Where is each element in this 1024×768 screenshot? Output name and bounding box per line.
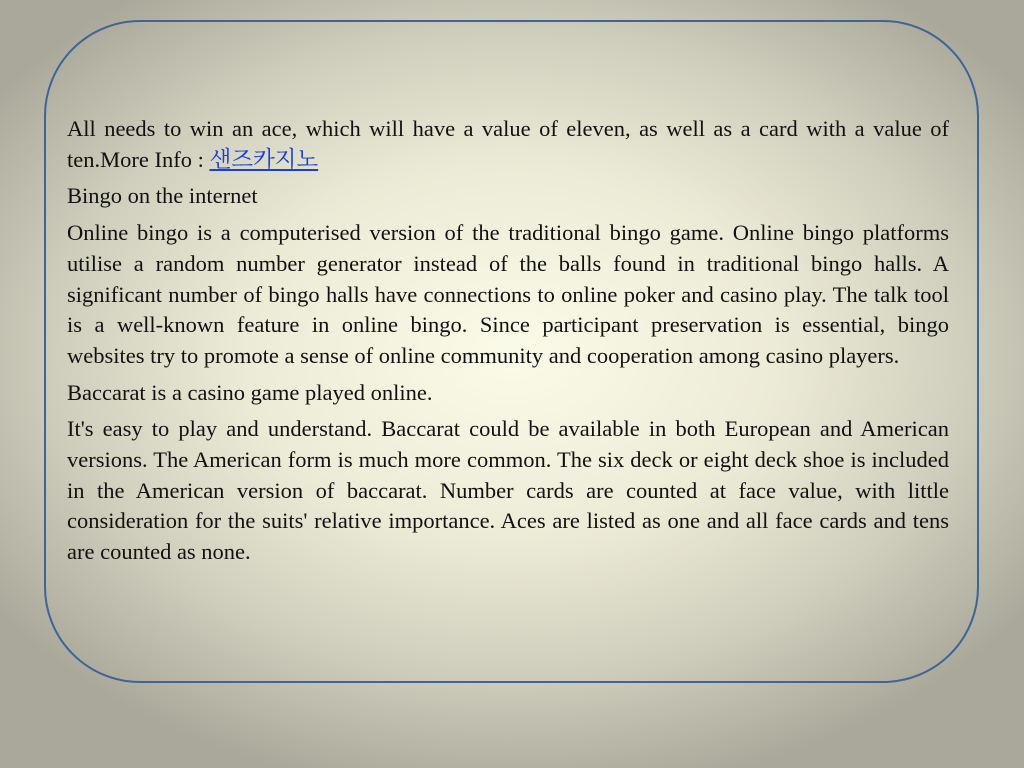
paragraph-blackjack <box>67 114 949 175</box>
paragraph-bingo-body: Online bingo is a computerised version of the traditional bingo game. Online bingo platforms utilise a random number generator instead of the balls found in traditional bingo halls. A significant number of bingo halls have connections to online poker and casino play. The talk tool is a well-known feature in online bingo. Since participant preservation is essential, bingo websites try to promote a sense of online community and cooperation among casino players. <box>67 220 949 368</box>
paragraph-blackjack-text: All needs to win an ace, which will have a value of eleven, as well as a card with a value of ten.More Info : <box>67 116 949 172</box>
slide-text-content <box>67 114 949 574</box>
paragraph-bingo-heading: Bingo on the internet <box>67 183 258 209</box>
paragraph-baccarat-heading: Baccarat is a casino game played online. <box>67 379 433 405</box>
more-info-link[interactable]: 샌즈카지노 <box>209 146 319 172</box>
paragraph-baccarat-body: It's easy to play and understand. Baccarat could be available in both European and American versions. The American form is much more common. The six deck or eight deck shoe is included in the American version of baccarat. Number cards are counted at face value, with little consideration for the suits' relative importance. Aces are listed as one and all face cards and tens are counted as none. <box>67 416 949 565</box>
